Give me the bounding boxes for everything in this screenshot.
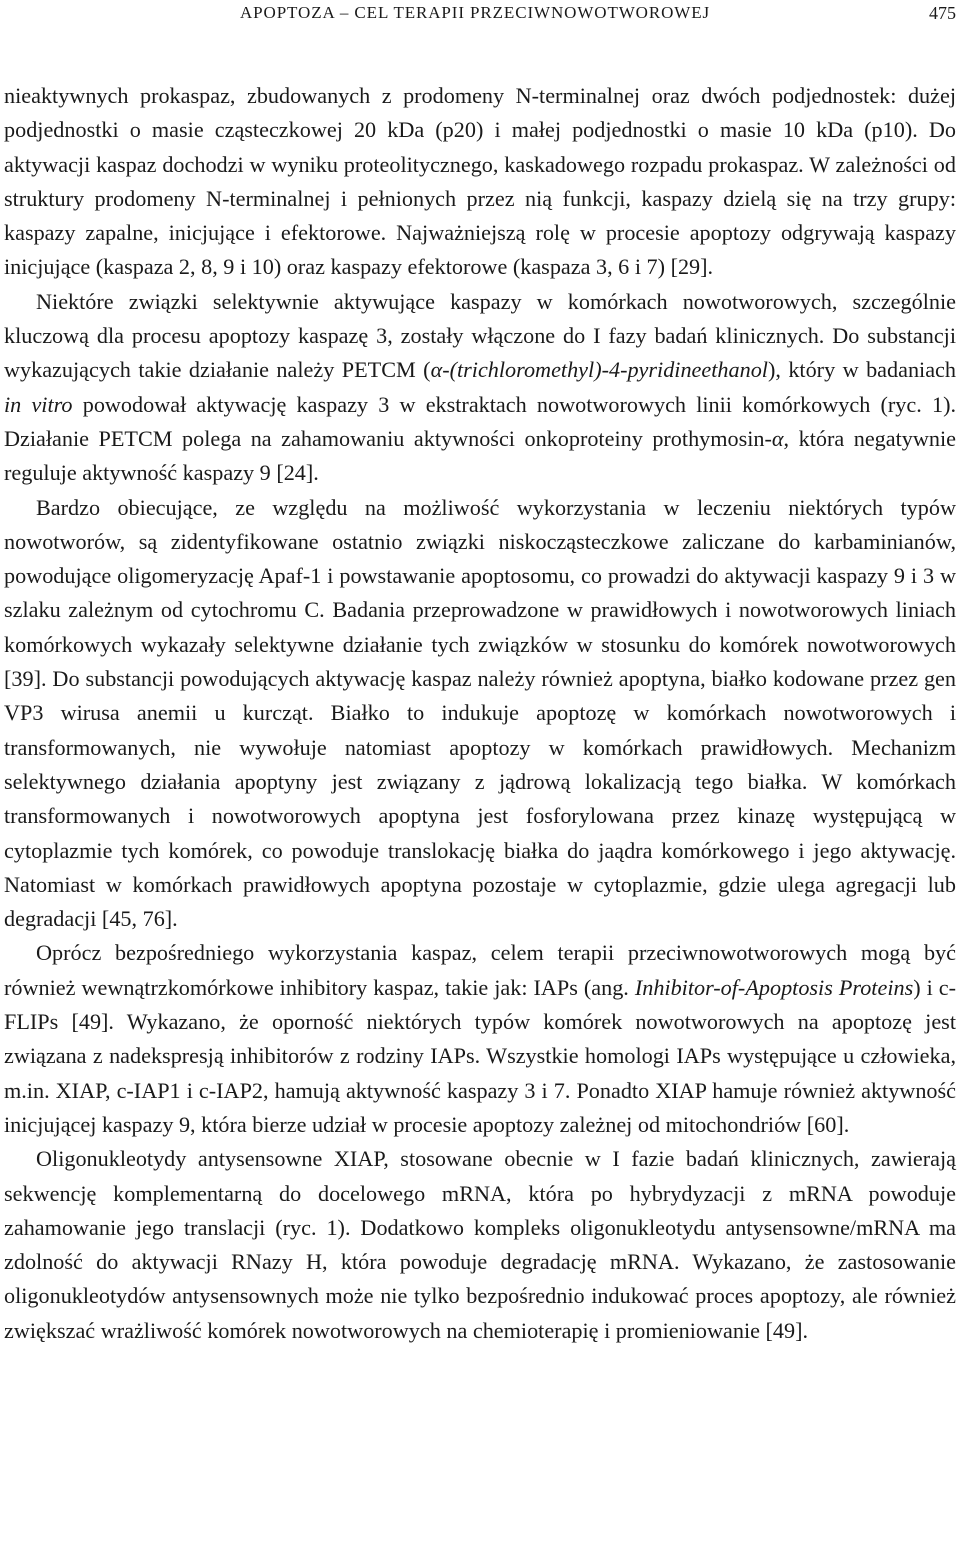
paragraph-caspase-structure	[4, 79, 956, 285]
paragraph-carbamates-apoptin	[4, 491, 956, 937]
text-run: nieaktywnych prokaspaz, zbudowanych z prodomeny N-terminalnej oraz dwóch podjednostek: dużej podjednostki o masie cząsteczkowej 20 kDa (p20) i małej podjednostki o masie 10 kDa (p10). Do aktywacji kaspaz dochodzi w wyniku proteolitycznego, kaskadowego rozpadu prokaspaz. W zależności od struktury prodomeny N-terminalnej i pełnionych przez nią funkcji, kaspazy dzielą się na trzy grupy: kaspazy zapalne, inicjujące i efektorowe. Najważniejszą rolę w procesie apoptozy odgrywają kaspazy inicjujące (kaspaza 2, 8, 9 i 10) oraz kaspazy efektorowe (kaspaza 3, 6 i 7) [29].	[4, 83, 956, 280]
paragraph-iaps	[4, 936, 956, 1142]
italic-in-vitro: in vitro	[4, 391, 73, 417]
running-title: APOPTOZA – CEL TERAPII PRZECIWNOWOTWOROWEJ	[239, 3, 711, 22]
text-run: Oprócz bezpośredniego wykorzystania kaspaz, celem terapii przeciwnowotworowych mogą być również wewnątrzkomórkowe inhibitory kaspaz, takie jak: IAPs (ang.	[4, 940, 956, 1000]
text-run: , która negatywnie reguluje aktywność kaspazy 9 [24].	[4, 425, 957, 486]
page-number: 475	[929, 2, 956, 23]
text-run: Bardzo obiecujące, ze względu na możliwość wykorzystania w leczeniu niektórych typów nowotworów, są zidentyfikowane ostatnio związki niskocząsteczkowe zaliczane do karbaminianów, powodujące oligomeryzację Apaf-1 i powstawanie apoptosomu, co prowadzi do aktywacji kaspazy 9 i 3 w szlaku zależnym od cytochromu C. Badania przeprowadzone w prawidłowych i nowotworowych liniach komórkowych wykazały selektywne działanie tych związków w stosunku do komórek nowotworowych [39]. Do substancji powodujących aktywację kaspaz należy również apoptyna, białko kodowane przez gen VP3 wirusa anemii u kurcząt. Białko to indukuje apoptozę w komórkach nowotworowych i transformowanych, nie wywołuje natomiast apoptozy w komórkach prawidłowych. Mechanizm selektywnego działania apoptyny jest związany z jądrową lokalizacją tego białka. W komórkach transformowanych i nowotworowych apoptyna jest fosforylowana przez kinazę występującą w cytoplazmie tych komórek, co powoduje translokację białka do jaądra komórkowego i jego aktywację. Natomiast w komórkach prawidłowych apoptyna pozostaje w cytoplazmie, gdzie ulega agregacji lub degradacji [45, 76].	[4, 494, 956, 932]
body-text	[4, 79, 956, 1348]
text-run: ), który w badaniach	[767, 357, 957, 383]
italic-alpha-symbol: α	[771, 425, 784, 451]
italic-term: Inhibitor-of-Apoptosis Proteins	[634, 974, 914, 1000]
paragraph-antisense-xiap	[4, 1142, 956, 1348]
text-run: powodował aktywację kaspazy 3 w ekstraktach nowotworowych linii komórkowych (ryc. 1). Działanie PETCM polega na zahamowaniu aktywności onkoproteiny prothymosin-	[4, 391, 956, 451]
italic-chemical-name: α-(trichloromethyl)-4-pyridineethanol	[430, 357, 768, 383]
text-run: ) i c-FLIPs [49]. Wykazano, że oporność niektórych typów komórek nowotworowych na apoptozę jest związana z nadekspresją inhibitorów z rodziny IAPs. Wszystkie homologi IAPs występujące u człowieka, m.in. XIAP, c-IAP1 i c-IAP2, hamują aktywność kaspazy 3 i 7. Ponadto XIAP hamuje również aktywność inicjującej kaspazy 9, która bierze udział w procesie apoptozy zależnej od mitochondriów [60].	[4, 974, 957, 1137]
text-run: Oligonukleotydy antysensowne XIAP, stosowane obecnie w I fazie badań klinicznych, zawierają sekwencję komplementarną do docelowego mRNA, która po hybrydyzacji z mRNA powoduje zahamowanie jego translacji (ryc. 1). Dodatkowo kompleks oligonukleotydu antysensowne/mRNA ma zdolność do aktywacji RNazy H, która powoduje degradację mRNA. Wykazano, że zastosowanie oligonukleotydów antysensownych może nie tylko bezpośrednio indukować proces apoptozy, ale również zwiększać wrażliwość komórek nowotworowych na chemioterapię i promieniowanie [49].	[4, 1146, 956, 1343]
text-run: Niektóre związki selektywnie aktywujące kaspazy w komórkach nowotworowych, szczególnie kluczową dla procesu apoptozy kaspazę 3, zostały włączone do I fazy badań klinicznych. Do substancji wykazujących takie działanie należy PETCM (	[4, 288, 956, 383]
running-header	[4, 0, 956, 26]
paragraph-petcm	[4, 285, 956, 491]
